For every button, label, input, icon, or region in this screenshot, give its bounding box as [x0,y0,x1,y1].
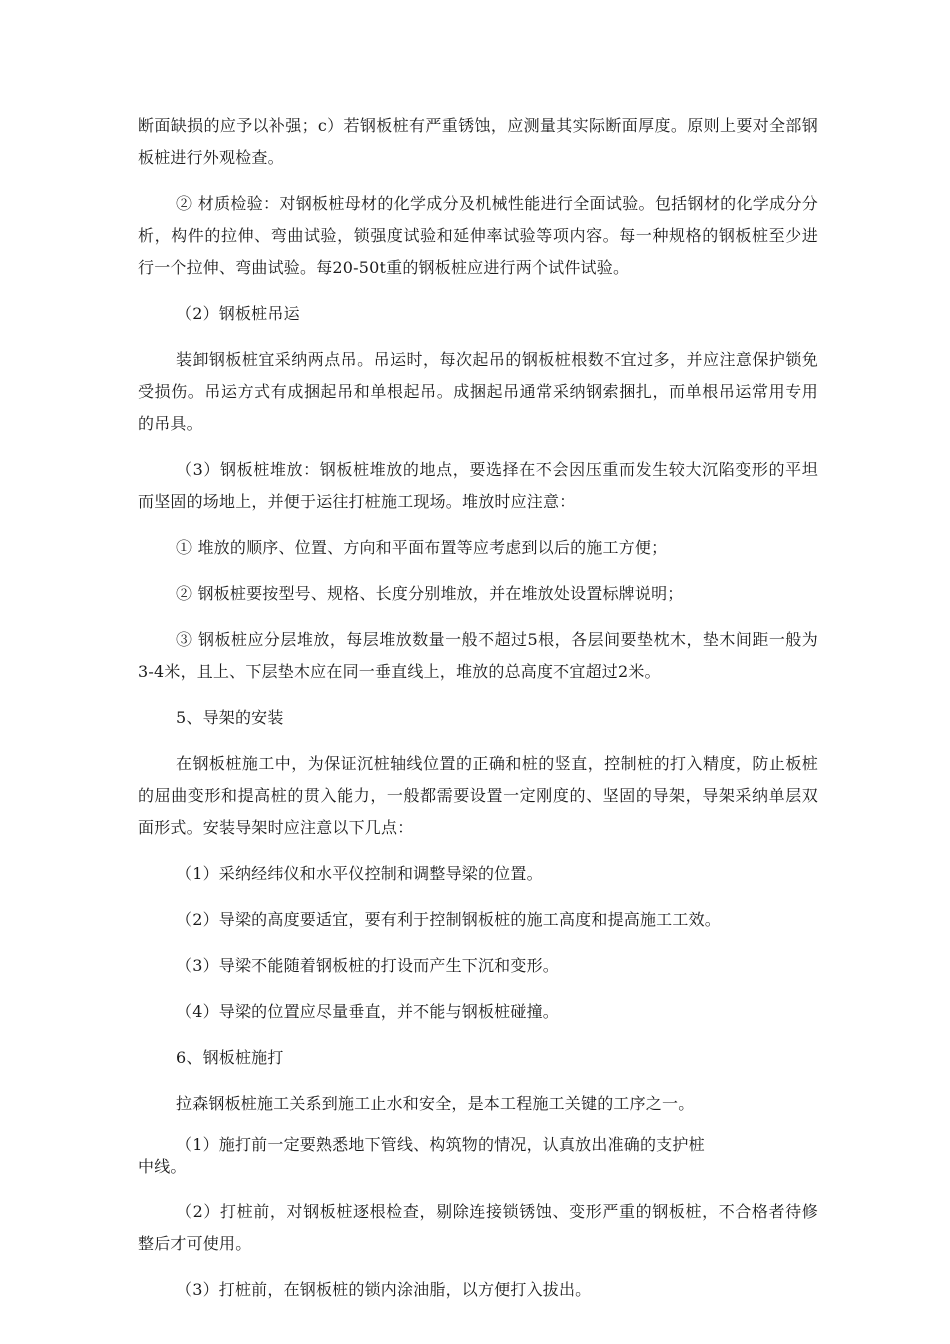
list-item-stacking-3: ③ 钢板桩应分层堆放，每层堆放数量一般不超过5根，各层间要垫枕木，垫木间距一般为3-4米，且上、下层垫木应在同一垂直线上，堆放的总高度不宜超过2米。 [138,630,818,681]
list-item-guide-2: （2）导梁的高度要适宜，要有利于控制钢板桩的施工高度和提高施工工效。 [176,910,721,929]
paragraph-stacking: （3）钢板桩堆放：钢板桩堆放的地点，要选择在不会因压重而发生较大沉陷变形的平坦而坚固的场地上，并便于运往打桩施工现场。堆放时应注意： [138,460,818,511]
list-item-guide-3: （3）导梁不能随着钢板桩的打设而产生下沉和变形。 [176,956,559,975]
paragraph-pile-driving: 拉森钢板桩施工关系到施工止水和安全，是本工程施工关键的工序之一。 [176,1094,695,1113]
heading-pile-driving: 6、钢板桩施打 [176,1048,284,1067]
document-body [138,110,818,1320]
paragraph-hoisting: 装卸钢板桩宜采纳两点吊。吊运时，每次起吊的钢板桩根数不宜过多，并应注意保护锁免受损伤。吊运方式有成捆起吊和单根起吊。成捆起吊通常采纳钢索捆扎，而单根吊运常用专用的吊具。 [138,350,818,433]
paragraph-material-inspection: ② 材质检验：对钢板桩母材的化学成分及机械性能进行全面试验。包括钢材的化学成分分析，构件的拉伸、弯曲试验，锁强度试验和延伸率试验等项内容。每一种规格的钢板桩至少进行一个拉伸、弯曲试验。每20-50t重的钢板桩应进行两个试件试验。 [138,194,818,277]
list-item-stacking-2: ② 钢板桩要按型号、规格、长度分别堆放，并在堆放处设置标牌说明； [176,584,684,603]
heading-guide-frame: 5、导架的安装 [176,708,284,727]
list-item-driving-1-line2: 中线。 [138,1157,187,1176]
list-item-driving-2: （2）打桩前，对钢板桩逐根检查，剔除连接锁锈蚀、变形严重的钢板桩，不合格者待修整后才可使用。 [138,1202,818,1253]
list-item-guide-1: （1）采纳经纬仪和水平仪控制和调整导梁的位置。 [176,864,543,883]
paragraph-continuation: 断面缺损的应予以补强；c）若钢板桩有严重锈蚀，应测量其实际断面厚度。原则上要对全部钢板桩进行外观检查。 [138,116,818,167]
list-item-driving-1-line1: （1）施打前一定要熟悉地下管线、构筑物的情况，认真放出准确的支护桩 [176,1135,705,1154]
list-item-stacking-1: ① 堆放的顺序、位置、方向和平面布置等应考虑到以后的施工方便； [176,538,668,557]
list-item-driving-3: （3）打桩前，在钢板桩的锁内涂油脂，以方便打入拔出。 [176,1280,592,1299]
paragraph-guide-frame: 在钢板桩施工中，为保证沉桩轴线位置的正确和桩的竖直，控制桩的打入精度，防止板桩的屈曲变形和提高桩的贯入能力，一般都需要设置一定刚度的、坚固的导架，导架采纳单层双面形式。安装导架时应注意以下几点： [138,754,818,837]
list-item-driving-1 [138,1134,818,1178]
list-item-guide-4: （4）导梁的位置应尽量垂直，并不能与钢板桩碰撞。 [176,1002,559,1021]
heading-hoisting: （2）钢板桩吊运 [176,304,300,323]
